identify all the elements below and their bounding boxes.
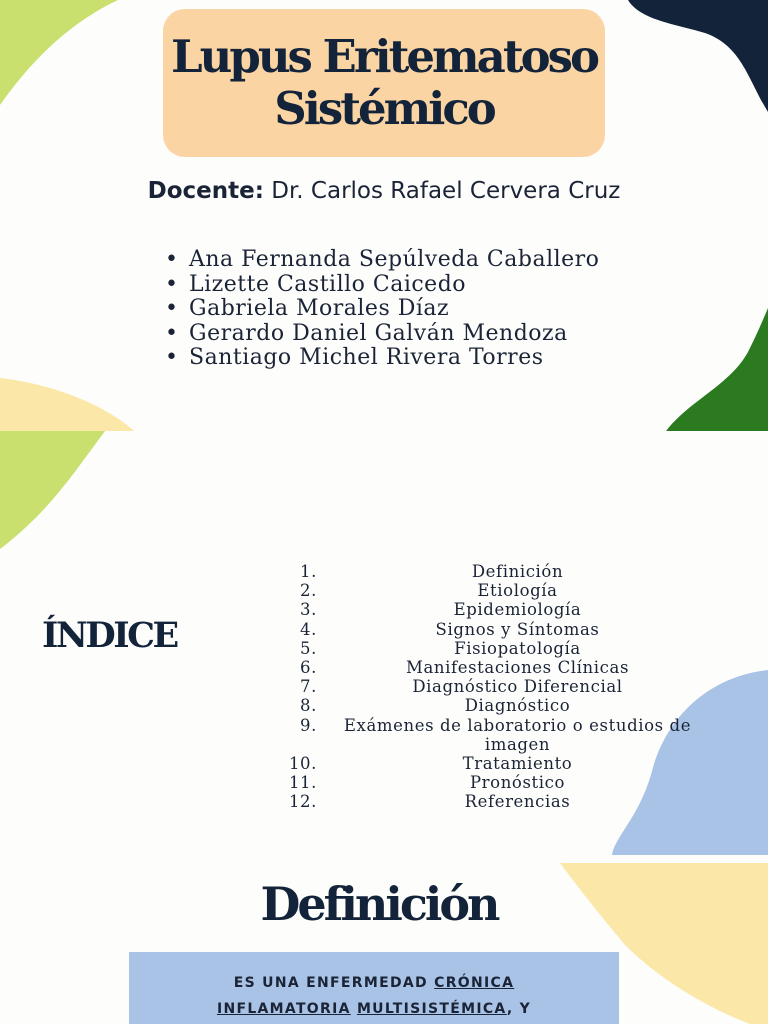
lime-blob-top-left	[0, 0, 118, 105]
title-line-2: Sistémico	[274, 82, 494, 135]
author-name: Gerardo Daniel Galván Mendoza	[189, 320, 568, 346]
toc-text: Diagnóstico	[464, 696, 571, 716]
authors-list	[165, 248, 599, 371]
definition-text-part: , Y	[506, 1001, 532, 1017]
toc-text: Tratamiento	[462, 754, 573, 774]
toc-number: 4.	[300, 619, 317, 639]
bullet: •	[165, 296, 179, 321]
title-box	[163, 9, 605, 157]
toc-number: 8.	[300, 696, 317, 716]
toc-item	[280, 792, 740, 811]
toc-item	[280, 639, 740, 658]
toc-item	[280, 696, 740, 715]
author-name: Ana Fernanda Sepúlveda Caballero	[189, 247, 600, 272]
index-title: ÍNDICE	[42, 615, 177, 656]
toc-number: 1.	[300, 562, 317, 581]
list-item	[165, 248, 599, 273]
toc-item	[280, 581, 740, 600]
toc-text: Signos y Síntomas	[435, 619, 600, 639]
definition-box	[129, 952, 619, 1024]
toc-number: 6.	[300, 658, 317, 678]
docente-line	[0, 178, 768, 204]
definition-keyword: INFLAMATORIA	[216, 1001, 351, 1017]
title-line-1: Lupus Eritematoso	[171, 30, 597, 83]
toc-item	[280, 658, 740, 677]
toc-number: 11.	[288, 773, 317, 793]
toc-number: 12.	[288, 792, 317, 812]
toc-number: 2.	[300, 581, 317, 601]
toc-number: 5.	[300, 638, 317, 658]
toc-text: Exámenes de laboratorio o estudios de imagen	[343, 715, 692, 754]
definition-text	[149, 970, 599, 1022]
toc-number: 9.	[300, 715, 317, 735]
toc-item	[280, 716, 740, 754]
list-item	[165, 297, 599, 322]
author-name: Santiago Michel Rivera Torres	[189, 345, 544, 370]
list-item	[165, 322, 599, 347]
definition-keyword: CRÓNICA	[434, 975, 515, 991]
toc-item	[280, 600, 740, 619]
toc-text: Epidemiología	[453, 600, 582, 620]
toc-item	[280, 620, 740, 639]
definition-title: Definición	[260, 877, 498, 931]
bullet: •	[165, 345, 179, 370]
index-page	[0, 431, 768, 855]
table-of-contents	[280, 562, 740, 812]
toc-number: 10.	[288, 754, 317, 774]
toc-item	[280, 677, 740, 696]
toc-number: 3.	[300, 600, 317, 620]
navy-blob-top-right	[628, 0, 768, 112]
author-name: Gabriela Morales Díaz	[189, 296, 450, 321]
definition-text-part: ES UNA ENFERMEDAD	[233, 975, 435, 991]
green-blob-right	[666, 308, 768, 431]
toc-item	[280, 773, 740, 792]
list-item	[165, 273, 599, 298]
list-item	[165, 346, 599, 371]
toc-text: Diagnóstico Diferencial	[412, 677, 623, 697]
definition-page	[0, 855, 768, 1024]
bullet: •	[165, 320, 179, 346]
bullet: •	[165, 247, 179, 272]
cream-blob-left	[0, 378, 134, 431]
toc-text: Manifestaciones Clínicas	[405, 658, 630, 678]
toc-item	[280, 562, 740, 581]
toc-text: Pronóstico	[469, 773, 566, 793]
docente-name: Dr. Carlos Rafael Cervera Cruz	[263, 178, 621, 204]
docente-label: Docente:	[147, 178, 264, 204]
definition-keyword: MULTISISTÉMICA	[356, 1001, 507, 1017]
toc-text: Etiología	[477, 581, 558, 601]
bullet: •	[165, 271, 179, 297]
toc-item	[280, 754, 740, 773]
toc-number: 7.	[300, 677, 317, 697]
toc-text: Fisiopatología	[454, 638, 581, 658]
author-name: Lizette Castillo Caicedo	[189, 271, 467, 297]
toc-text: Referencias	[464, 792, 571, 812]
toc-text: Definición	[471, 562, 564, 581]
lime-blob-left	[0, 431, 105, 549]
cover-page	[0, 0, 768, 431]
